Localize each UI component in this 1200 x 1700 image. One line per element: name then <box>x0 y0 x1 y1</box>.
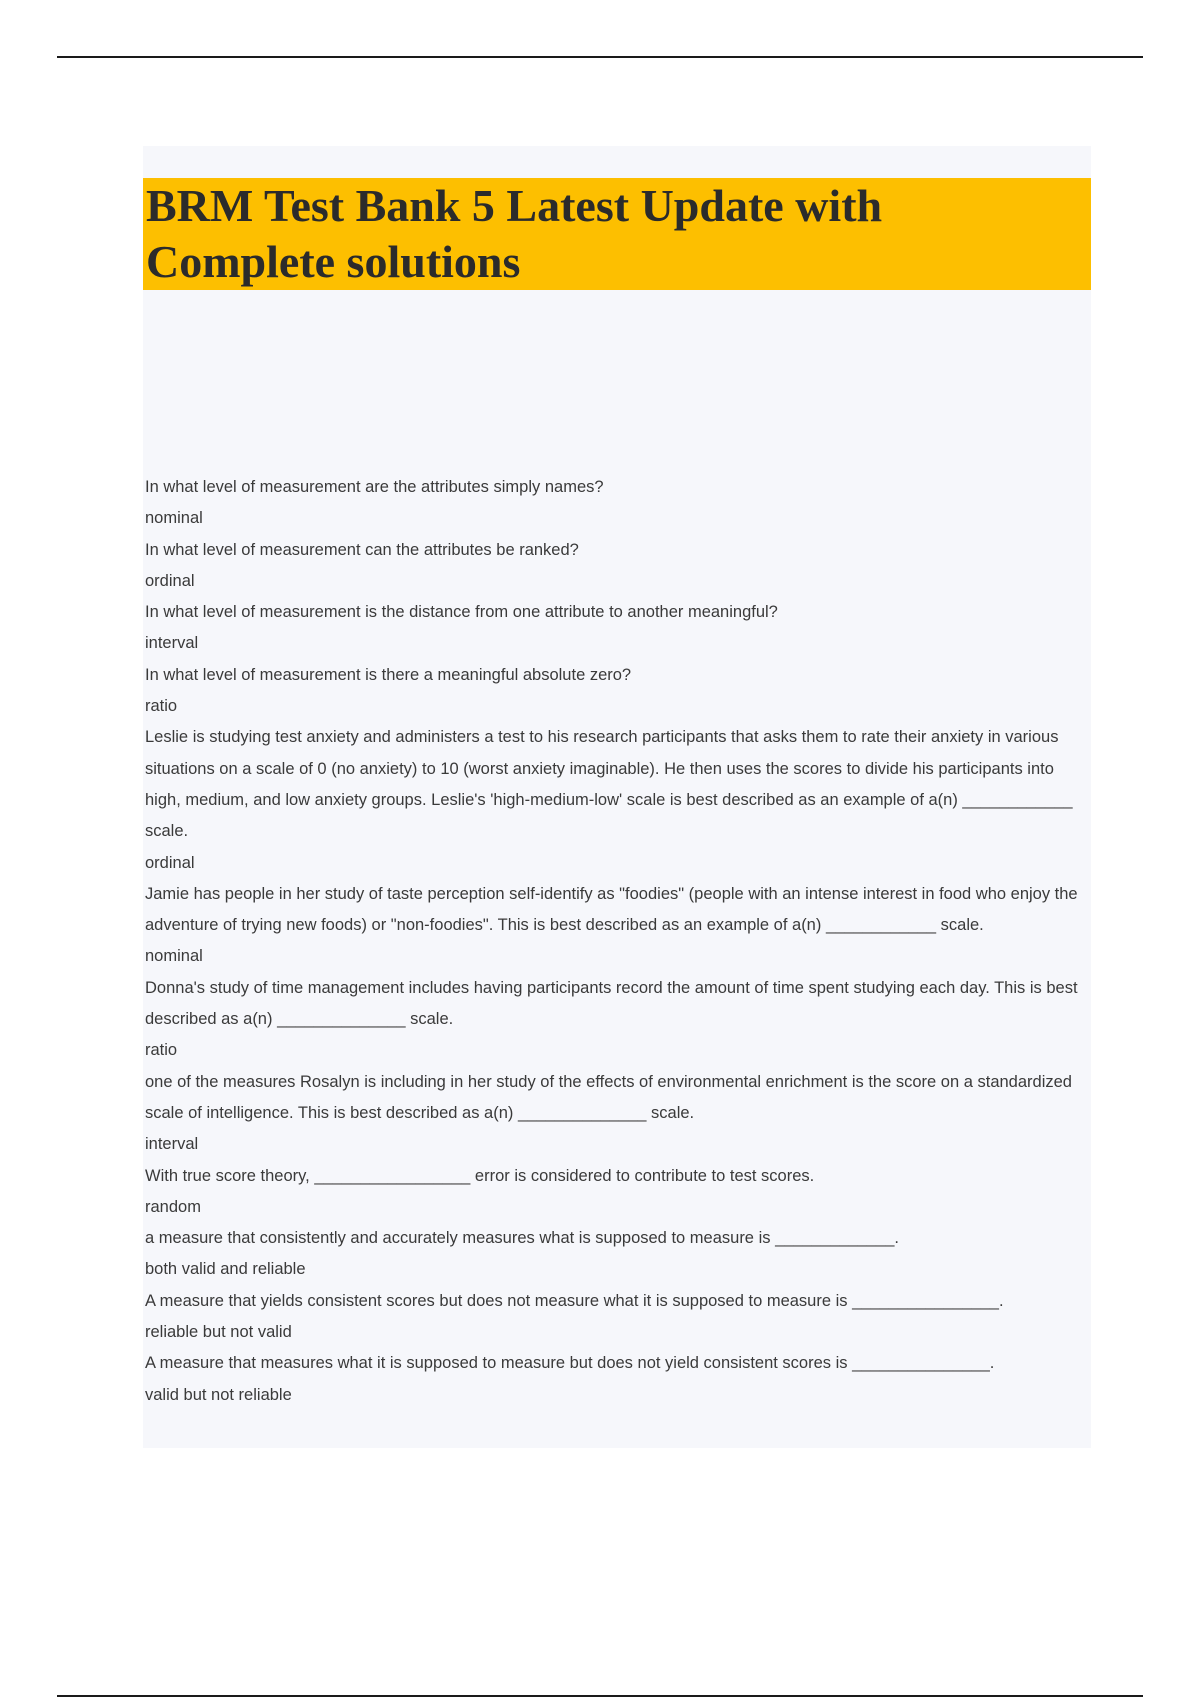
question-text: A measure that yields consistent scores but does not measure what it is supposed to measure is ________________. <box>145 1291 1004 1310</box>
question-text: Jamie has people in her study of taste perception self-identify as "foodies" (people with an intense interest in food who enjoy the adventure of trying new foods) or "non-foodies". This is best described as an example of a(n) ____________ scale. <box>145 884 1078 935</box>
answer-text: random <box>145 1197 201 1216</box>
question-text: A measure that measures what it is supposed to measure but does not yield consistent scores is _______________. <box>145 1354 995 1373</box>
answer-text: valid but not reliable <box>145 1385 292 1404</box>
document-panel <box>143 146 1091 1448</box>
answer-text: nominal <box>145 509 203 528</box>
question-text: In what level of measurement is there a meaningful absolute zero? <box>145 665 632 684</box>
answer-text: interval <box>145 1135 199 1154</box>
qa-list <box>145 472 1090 1411</box>
question-text: a measure that consistently and accurately measures what is supposed to measure is _____________. <box>145 1229 899 1248</box>
question-text: Donna's study of time management includes having participants record the amount of time spent studying each day. This is best described as a(n) ______________ scale. <box>145 978 1078 1029</box>
answer-text: ordinal <box>145 853 195 872</box>
question-text: Leslie is studying test anxiety and administers a test to his research participants that asks them to rate their anxiety in various situations on a scale of 0 (no anxiety) to 10 (worst anxiety imaginable). He then uses the scores to divide his participants into high, medium, and low anxiety groups. Leslie's 'high-medium-low' scale is best described as an example of a(n) ____________ scale. <box>145 728 1073 841</box>
question-text: With true score theory, _________________ error is considered to contribute to test scores. <box>145 1166 815 1185</box>
answer-text: both valid and reliable <box>145 1260 306 1279</box>
answer-text: ratio <box>145 697 178 716</box>
answer-text: interval <box>145 634 199 653</box>
title-banner <box>143 178 1091 290</box>
answer-text: reliable but not valid <box>145 1323 292 1342</box>
question-text: In what level of measurement is the distance from one attribute to another meaningful? <box>145 603 778 622</box>
answer-text: ordinal <box>145 571 195 590</box>
question-text: In what level of measurement can the attributes be ranked? <box>145 540 579 559</box>
answer-text: ratio <box>145 1041 178 1060</box>
question-text: one of the measures Rosalyn is including in her study of the effects of environmental enrichment is the score on a standardized scale of intelligence. This is best described as a(n) ______________ scale. <box>145 1072 1072 1122</box>
question-text: In what level of measurement are the attributes simply names? <box>145 478 604 496</box>
document-title: BRM Test Bank 5 Latest Update with Complete solutions <box>146 180 883 287</box>
top-rule <box>57 56 1143 58</box>
answer-text: nominal <box>145 947 203 966</box>
bottom-rule <box>57 1695 1143 1697</box>
